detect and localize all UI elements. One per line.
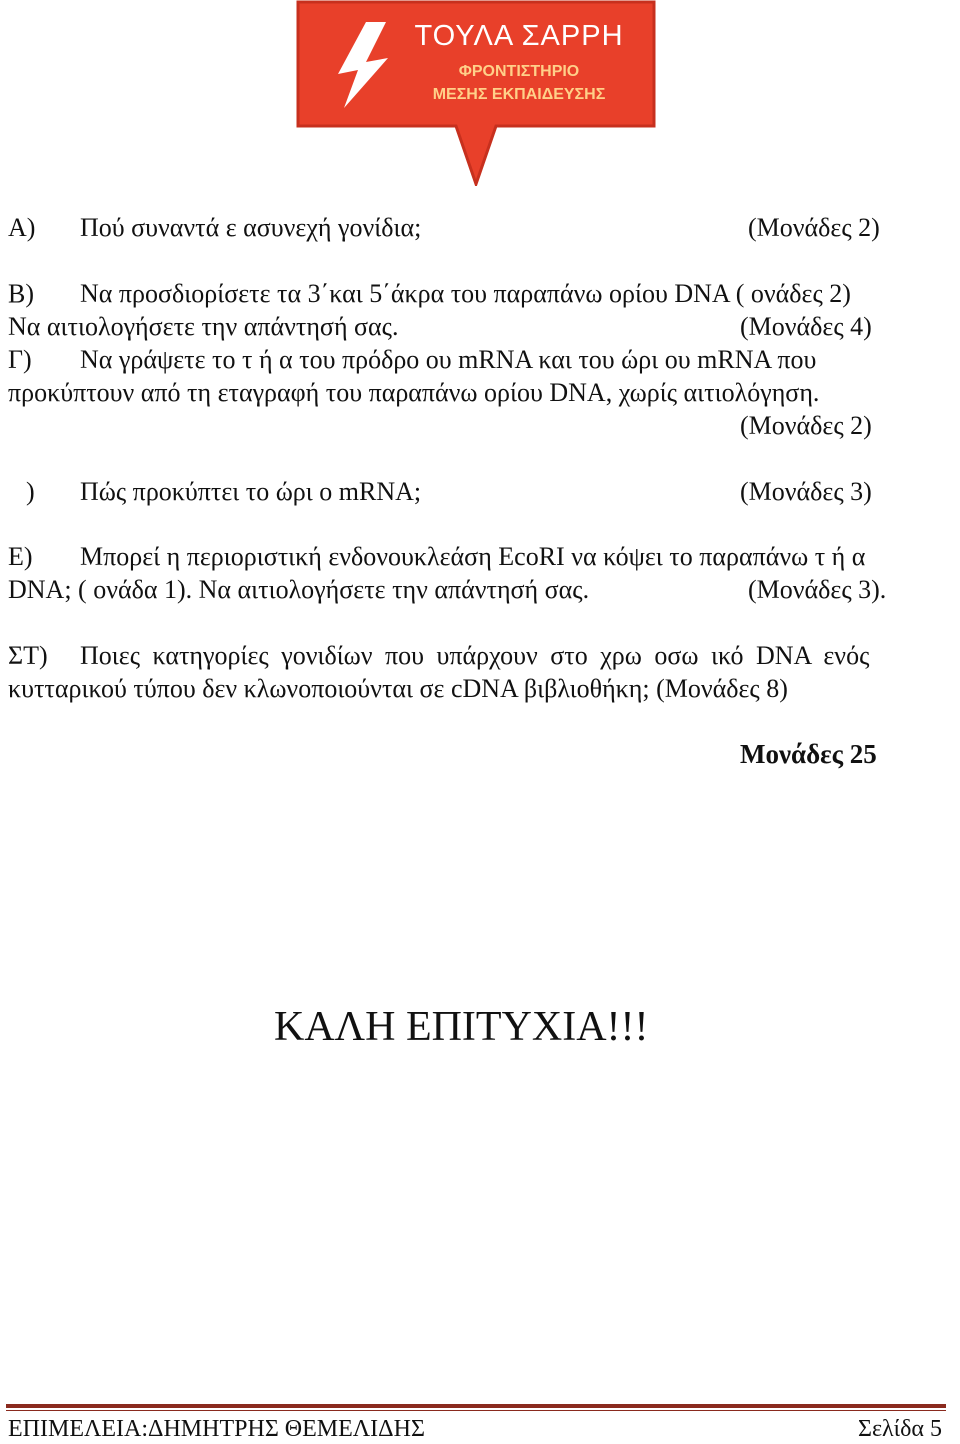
question-f-label: ΣΤ) xyxy=(8,641,48,670)
question-a-label: Α) xyxy=(8,213,36,242)
question-b-line1: Να προσδιορίσετε τα 3΄και 5΄άκρα του παραπάνω ορίου DNA ( ονάδες 2) xyxy=(80,279,851,308)
footer-author: ΕΠΙΜΕΛΕΙΑ:ΔΗΜΗΤΡΗΣ ΘΕΜΕΛΙΔΗΣ xyxy=(8,1416,425,1442)
question-e-line1: Μπορεί η περιοριστική ενδονουκλεάση EcoRI να κόψει το παραπάνω τ ή α xyxy=(80,542,866,571)
question-c-line2: προκύπτουν από τη εταγραφή του παραπάνω ορίου DNA, χωρίς αιτιολόγηση. xyxy=(8,378,820,407)
logo-title: ΤΟΥΛΑ ΣΑΡΡΗ xyxy=(414,20,624,52)
question-d-points: (Μονάδες 3) xyxy=(740,477,872,506)
question-e-line2: DNA; ( ονάδα 1). Να αιτιολογήσετε την απάντησή σας. xyxy=(8,575,590,604)
footer-page-number: Σελίδα 5 xyxy=(857,1416,942,1442)
question-e-label: Ε) xyxy=(8,542,33,571)
question-d-label: ) xyxy=(26,477,35,506)
question-a-text: Πού συναντά ε ασυνεχή γονίδια; xyxy=(80,213,422,242)
logo-subtitle-2: ΜΕΣΗΣ ΕΚΠΑΙΔΕΥΣΗΣ xyxy=(432,86,606,103)
question-e-points: (Μονάδες 3). xyxy=(748,575,887,604)
question-c-points: (Μονάδες 2) xyxy=(740,411,872,440)
footer-rule-thick xyxy=(6,1404,946,1408)
question-b-label: Β) xyxy=(8,279,34,308)
logo-subtitle-1: ΦΡΟΝΤΙΣΤΗΡΙΟ xyxy=(458,63,580,80)
question-c-line1: Να γράψετε το τ ή α του πρόδρο ου mRNA και του ώρι ου mRNA που xyxy=(80,345,817,374)
logo-banner xyxy=(296,0,656,186)
question-f-line2: κυτταρικού τύπου δεν κλωνοποιούνται σε cDNA βιβλιοθήκη; (Μονάδες 8) xyxy=(8,674,788,703)
question-b-line2: Να αιτιολογήσετε την απάντησή σας. xyxy=(8,312,399,341)
question-d-text: Πώς προκύπτει το ώρι ο mRNA; xyxy=(80,477,422,506)
question-c-label: Γ) xyxy=(8,345,32,374)
total-points: Μονάδες 25 xyxy=(740,739,877,769)
closing-wish: ΚΑΛΗ ΕΠΙΤΥΧΙΑ!!! xyxy=(274,1004,649,1050)
footer-rule-thin xyxy=(6,1410,946,1411)
question-b-points: (Μονάδες 4) xyxy=(740,312,872,341)
question-a-points: (Μονάδες 2) xyxy=(748,213,880,242)
question-f-line1: Ποιες κατηγορίες γονιδίων που υπάρχουν στο χρω οσω ικό DNA ενός xyxy=(80,641,870,670)
